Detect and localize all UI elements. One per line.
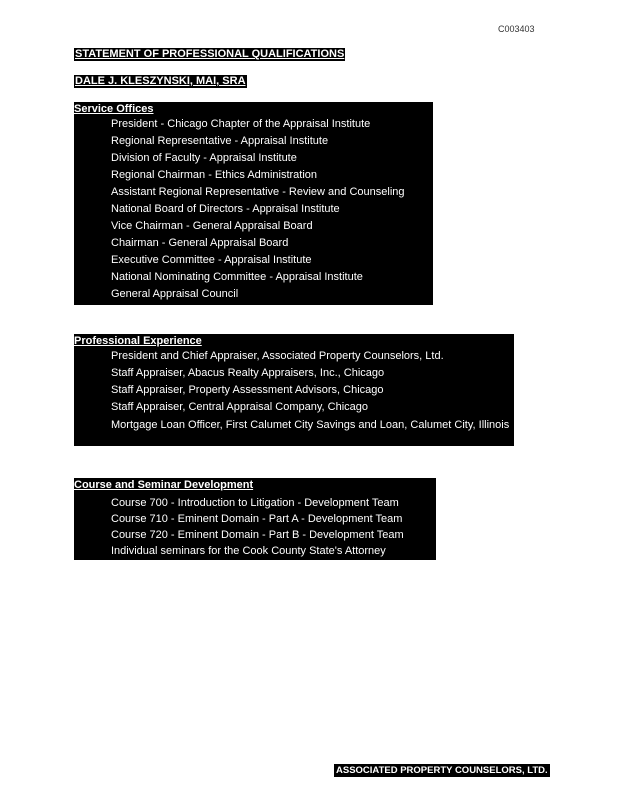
service-offices-list	[74, 116, 433, 303]
list-item: Assistant Regional Representative - Review and Counseling	[111, 186, 405, 198]
list-item: President - Chicago Chapter of the Appraisal Institute	[111, 118, 371, 130]
section-title: Service Offices	[74, 103, 154, 115]
list-item: National Board of Directors - Appraisal Institute	[111, 203, 340, 215]
course-seminar-list	[74, 495, 436, 559]
list-item: Vice Chairman - General Appraisal Board	[111, 220, 313, 232]
professional-experience-section	[74, 334, 514, 446]
list-item: President and Chief Appraiser, Associated Property Counselors, Ltd.	[111, 350, 444, 362]
course-seminar-section	[74, 478, 436, 560]
list-item: Regional Representative - Appraisal Institute	[111, 135, 329, 147]
list-item: Mortgage Loan Officer, First Calumet City Savings and Loan, Calumet City, Illinois	[111, 419, 510, 431]
list-item: Division of Faculty - Appraisal Institute	[111, 152, 297, 164]
section-title: Course and Seminar Development	[74, 479, 254, 491]
list-item: National Nominating Committee - Appraisal Institute	[111, 271, 363, 283]
document-id: C003403	[498, 24, 535, 34]
list-item: Chairman - General Appraisal Board	[111, 237, 289, 249]
list-item: General Appraisal Council	[111, 288, 239, 300]
list-item: Individual seminars for the Cook County State's Attorney	[111, 545, 386, 557]
list-item: Course 700 - Introduction to Litigation - Development Team	[111, 497, 399, 509]
list-item: Regional Chairman - Ethics Administration	[111, 169, 318, 181]
list-item: Staff Appraiser, Property Assessment Advisors, Chicago	[111, 384, 384, 396]
footer-company-name: ASSOCIATED PROPERTY COUNSELORS, LTD.	[336, 765, 548, 776]
document-title: STATEMENT OF PROFESSIONAL QUALIFICATIONS	[75, 48, 345, 60]
person-name: DALE J. KLESZYNSKI, MAI, SRA	[75, 75, 246, 87]
service-offices-section	[74, 102, 433, 305]
list-item: Executive Committee - Appraisal Institute	[111, 254, 312, 266]
section-title: Professional Experience	[74, 335, 202, 347]
list-item: Course 710 - Eminent Domain - Part A - Development Team	[111, 513, 403, 525]
list-item: Staff Appraiser, Abacus Realty Appraisers, Inc., Chicago	[111, 367, 385, 379]
professional-experience-list	[74, 348, 514, 431]
list-item: Staff Appraiser, Central Appraisal Company, Chicago	[111, 401, 369, 413]
list-item: Course 720 - Eminent Domain - Part B - Development Team	[111, 529, 404, 541]
